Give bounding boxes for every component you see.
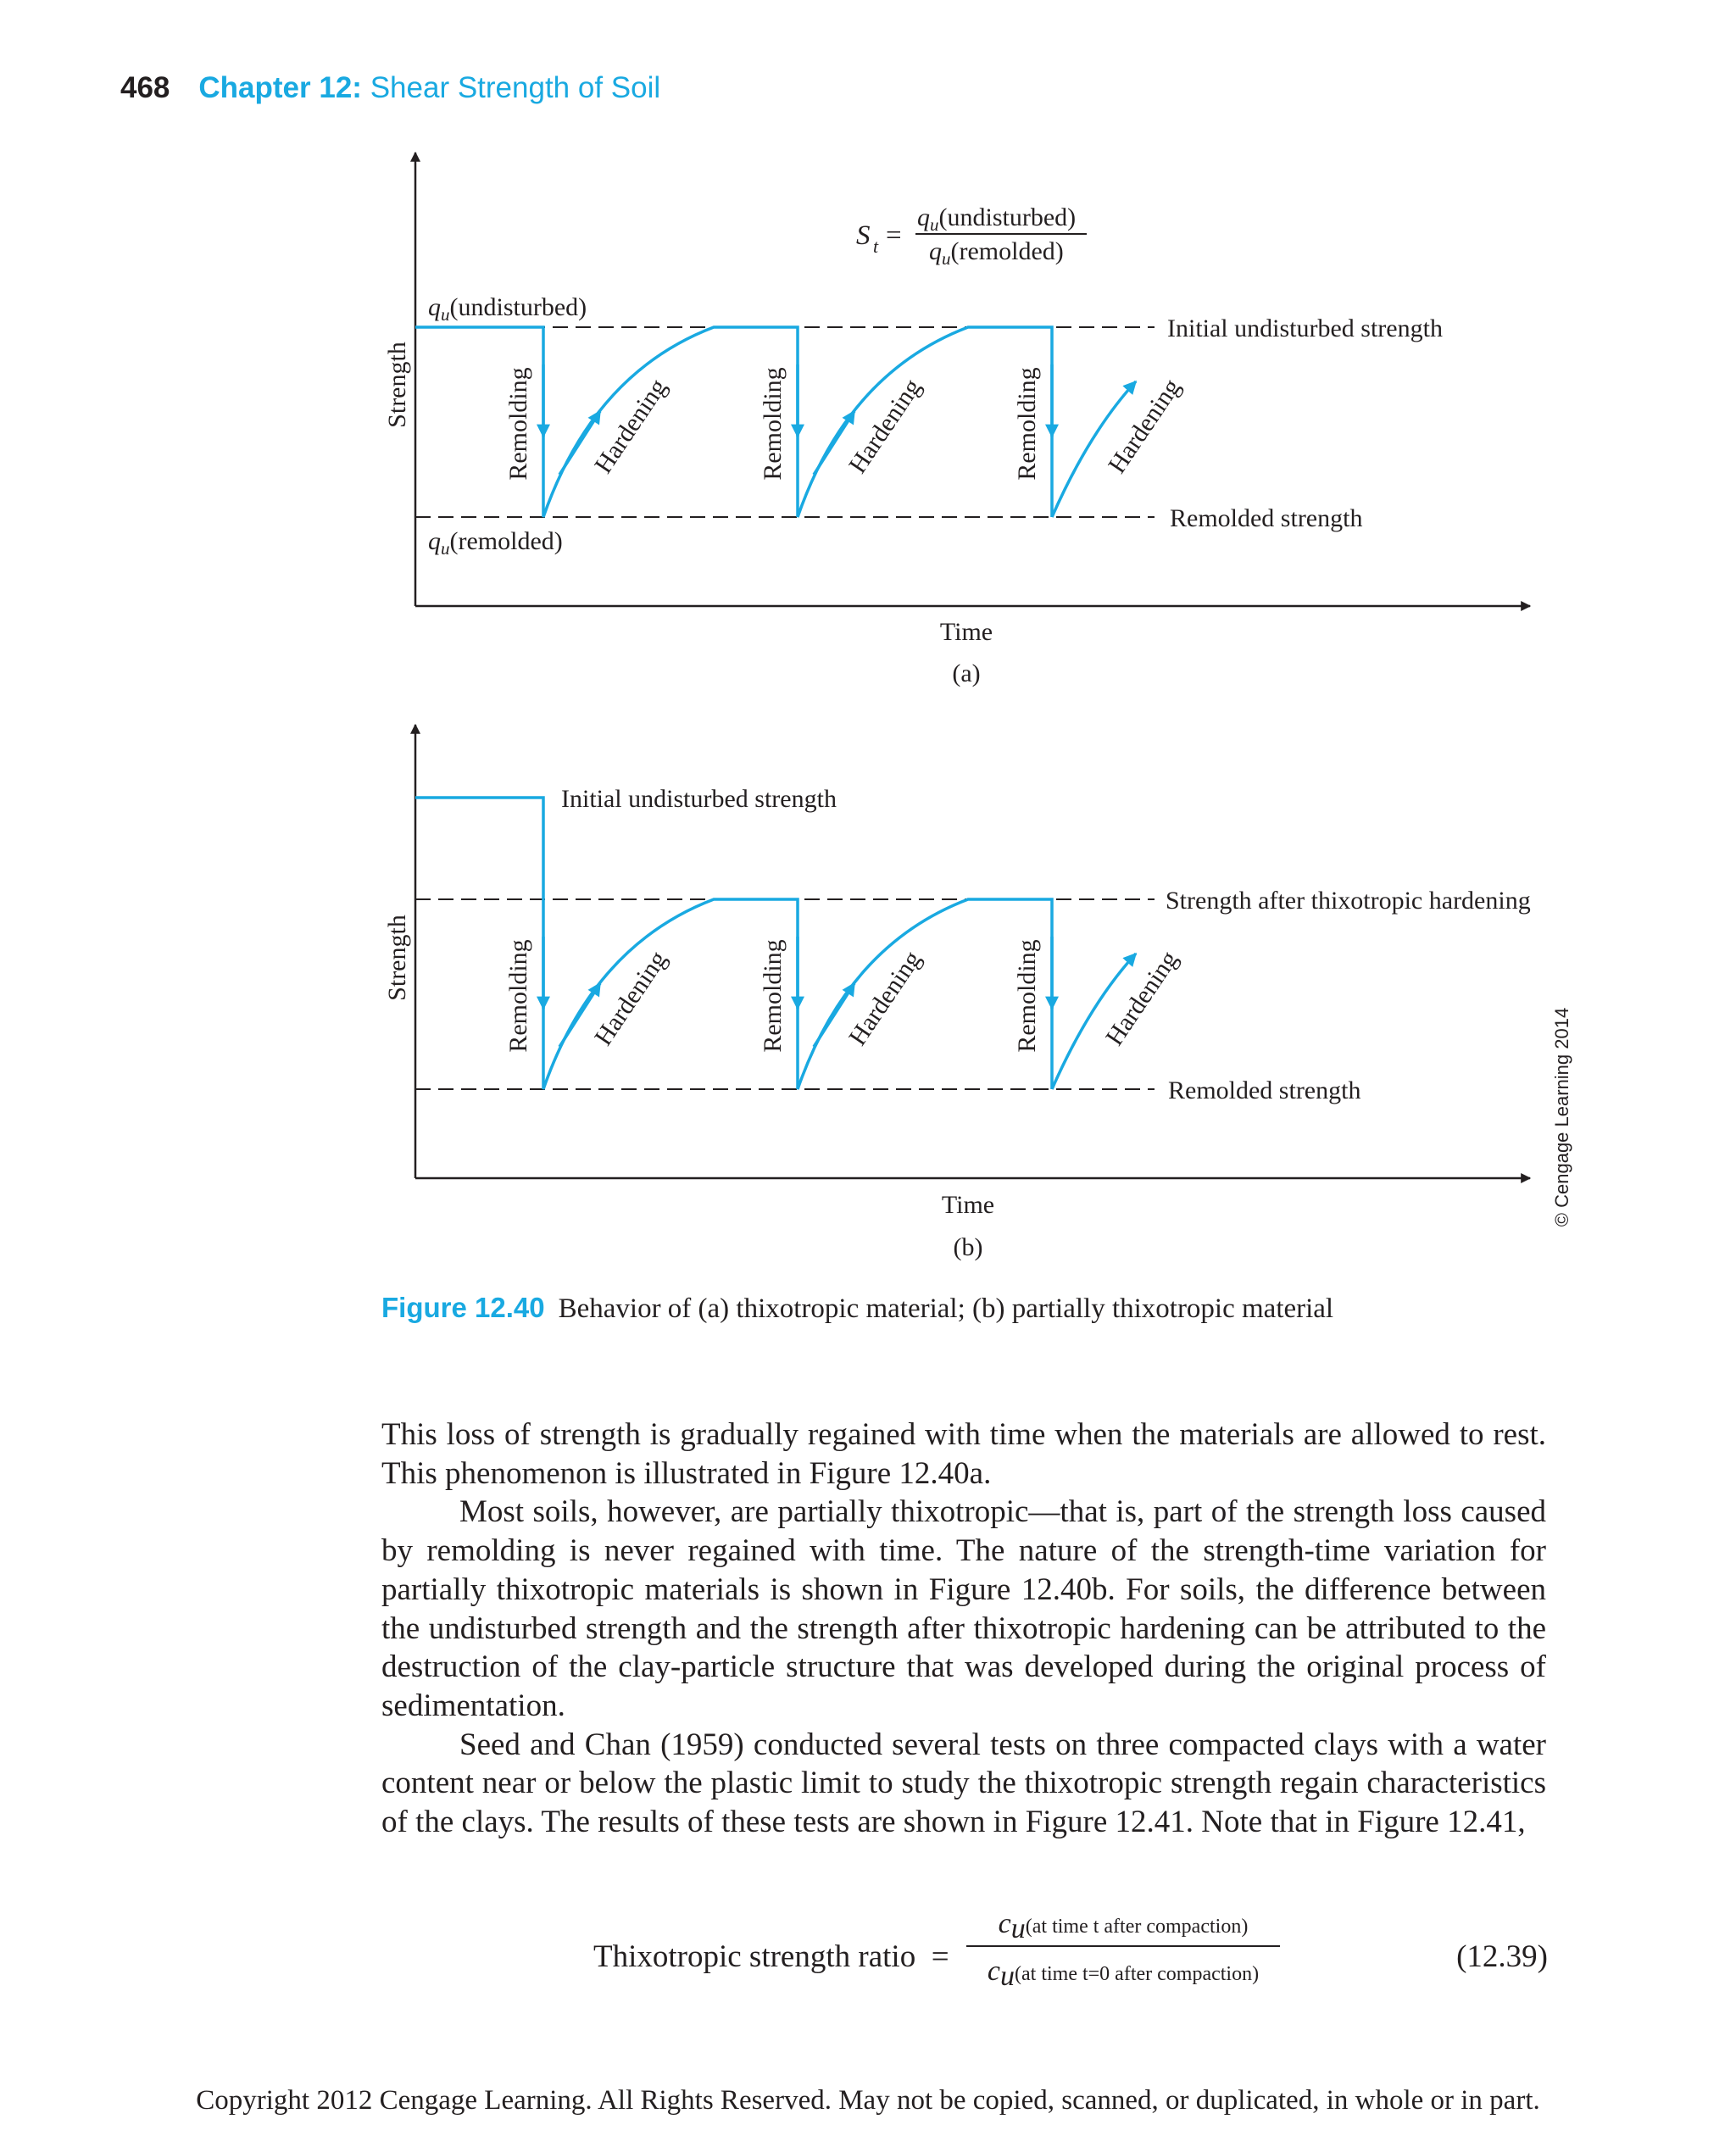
qu-undisturbed-label: $q_u(undisturbed)$ — [428, 293, 587, 325]
formula-lhs: S — [856, 220, 871, 251]
remolding-label-3: Remolding — [1013, 367, 1041, 481]
figure-copyright: © Cengage Learning 2014 — [1551, 1007, 1572, 1227]
remolding-label-2: Remolding — [759, 939, 787, 1053]
figure-caption — [381, 1288, 1333, 1328]
formula-numerator: $q_u(undisturbed)$ — [917, 203, 1077, 235]
remolding-label-1: Remolding — [504, 367, 532, 481]
formula-lhs-sub: t — [873, 236, 879, 257]
figure-caption-text: Behavior of (a) thixotropic material; (b) partially thixotropic material — [558, 1293, 1334, 1324]
paragraph: This loss of strength is gradually regained with time when the materials are allowed to rest. This phenomenon is illustrated in Figure 12.40a. — [381, 1417, 1546, 1491]
thixotropic-hardening-strength-label: Strength after thixotropic hardening — [1166, 887, 1531, 915]
equation-numerator: $c_u(at$ time t after compaction) — [966, 1903, 1280, 1947]
remolded-strength-label: Remolded strength — [1168, 1076, 1361, 1104]
formula-denominator: $q_u(remolded)$ — [929, 237, 1064, 269]
panel-label: (a) — [952, 659, 981, 687]
remolding-label-2: Remolding — [759, 367, 787, 481]
paragraph: Most soils, however, are partially thixotropic—that is, part of the strength loss caused by remolding is never regained with time. The nature of the strength-time variation for partially thixotropic materials is shown in Figure 12.40b. For soils, the difference between the undisturbed strength and the strength after thixotropic hardening can be attributed to the destruction of the clay-particle structure that was developed during the original process of sedimentation. — [381, 1494, 1546, 1723]
equation-12-39 — [0, 1903, 1736, 2013]
panel-a — [383, 153, 1530, 687]
chapter-title: Shear Strength of Soil — [370, 71, 661, 104]
page-number: 468 — [120, 71, 170, 104]
copyright-footer: Copyright 2012 Cengage Learning. All Rights Reserved. May not be copied, scanned, or duplicated, in whole or in part. — [196, 2085, 1540, 2116]
panel-b — [383, 725, 1531, 1261]
hardening-label-2: Hardening — [843, 945, 927, 1051]
initial-undisturbed-strength-label: Initial undisturbed strength — [561, 785, 837, 813]
initial-undisturbed-strength-label: Initial undisturbed strength — [1167, 314, 1443, 342]
hardening-label-1: Hardening — [589, 945, 673, 1051]
equation-denominator: $c_u(at$ time t=0 after compaction) — [987, 1955, 1260, 1992]
y-axis-label: Strength — [383, 342, 411, 428]
remolding-label-1: Remolding — [504, 939, 532, 1053]
equation-number: (12.39) — [1456, 1939, 1548, 1974]
hardening-label-3: Hardening — [1100, 945, 1184, 1051]
qu-remolded-label: $q_u(remolded)$ — [428, 527, 563, 559]
panel-label: (b) — [953, 1233, 983, 1261]
hardening-label-2: Hardening — [843, 373, 927, 479]
figure-caption-label: Figure 12.40 — [381, 1292, 545, 1323]
hardening-label-1: Hardening — [589, 373, 673, 479]
remolded-strength-label: Remolded strength — [1170, 504, 1363, 532]
chapter-label: Chapter 12: — [198, 71, 362, 104]
x-axis-label: Time — [941, 1191, 995, 1219]
y-axis-label: Strength — [383, 915, 411, 1001]
equation-lhs: Thixotropic strength ratio = — [593, 1939, 949, 1974]
equation-fraction — [966, 1903, 1280, 1992]
paragraph: Seed and Chan (1959) conducted several tests on three compacted clays with a water content near or below the plastic limit to study the thixotropic strength regain characteristics of the clays. The results of these tests are shown in Figure 12.41. Note that in Figure 12.41, — [381, 1727, 1546, 1840]
formula-equals: = — [886, 220, 902, 251]
body-text — [381, 1416, 1546, 1842]
remolding-label-3: Remolding — [1013, 939, 1041, 1053]
x-axis-label: Time — [939, 618, 993, 646]
hardening-label-3: Hardening — [1103, 373, 1187, 479]
